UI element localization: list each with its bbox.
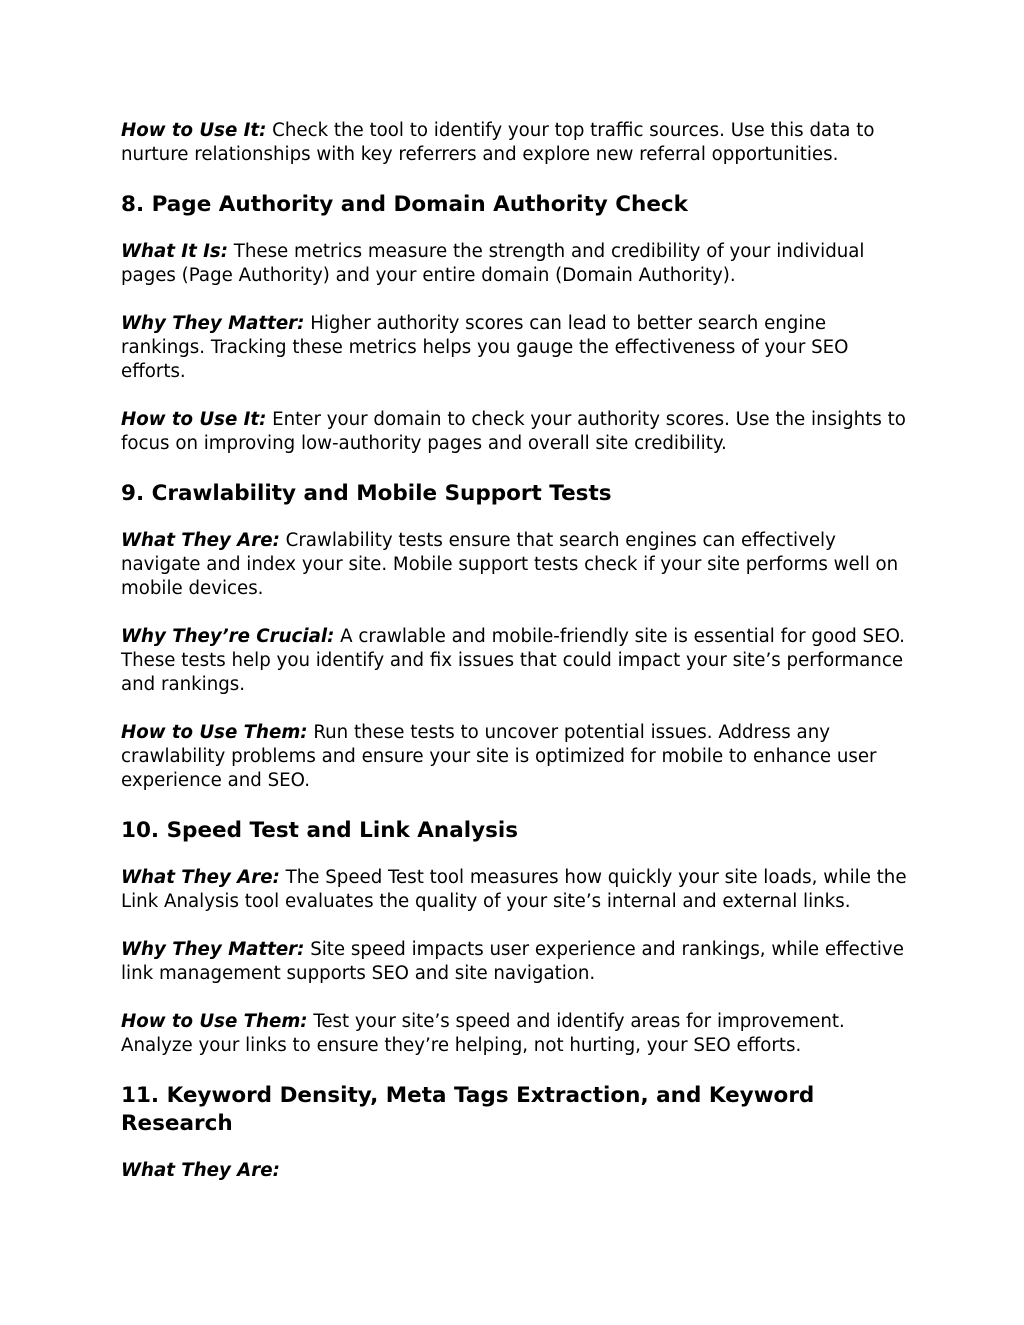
paragraph-lead: How to Use It: bbox=[121, 120, 267, 141]
section-heading-11: 11. Keyword Density, Meta Tags Extraction, and Keyword Research bbox=[121, 1083, 815, 1136]
section-heading-8: 8. Page Authority and Domain Authority Check bbox=[121, 192, 688, 217]
paragraph-what-they-are-speed bbox=[121, 866, 907, 914]
paragraph-how-to-use-crawlability bbox=[121, 721, 907, 793]
section-heading-9: 9. Crawlability and Mobile Support Tests bbox=[121, 481, 612, 506]
paragraph-how-to-use-referrals bbox=[121, 119, 907, 167]
paragraph-text: Check the tool to identify your top traffic sources. Use this data to nurture relationships with key referrers and explore new referral opportunities. bbox=[121, 120, 875, 165]
paragraph-what-they-are-keywords bbox=[121, 1159, 907, 1183]
paragraph-lead: How to Use Them: bbox=[121, 722, 308, 743]
section-heading-10: 10. Speed Test and Link Analysis bbox=[121, 818, 519, 843]
paragraph-what-they-are-crawlability bbox=[121, 529, 907, 601]
paragraph-lead: Why They Matter: bbox=[121, 313, 305, 334]
paragraph-how-to-use-speed bbox=[121, 1010, 907, 1058]
paragraph-lead: What They Are: bbox=[121, 867, 280, 888]
paragraph-lead: What They Are: bbox=[121, 1160, 280, 1181]
paragraph-why-they-matter-authority bbox=[121, 312, 907, 384]
paragraph-text: Higher authority scores can lead to better search engine rankings. Tracking these metrics helps you gauge the effectiveness of your SEO efforts. bbox=[121, 313, 849, 382]
paragraph-why-theyre-crucial bbox=[121, 625, 907, 697]
paragraph-lead: How to Use It: bbox=[121, 409, 267, 430]
paragraph-lead: How to Use Them: bbox=[121, 1011, 308, 1032]
paragraph-text: Run these tests to uncover potential issues. Address any crawlability problems and ensure your site is optimized for mobile to enhance user experience and SEO. bbox=[121, 722, 877, 791]
paragraph-text: The Speed Test tool measures how quickly your site loads, while the Link Analysis tool evaluates the quality of your site’s internal and external links. bbox=[121, 867, 907, 912]
paragraph-how-to-use-authority bbox=[121, 408, 907, 456]
paragraph-what-it-is-authority bbox=[121, 240, 907, 288]
paragraph-text: Enter your domain to check your authority scores. Use the insights to focus on improving low-authority pages and overall site credibility. bbox=[121, 409, 906, 454]
paragraph-lead: Why They’re Crucial: bbox=[121, 626, 335, 647]
paragraph-text: These metrics measure the strength and credibility of your individual pages (Page Authority) and your entire domain (Domain Authority). bbox=[121, 241, 865, 286]
document-content bbox=[121, 119, 907, 1183]
paragraph-lead: What It Is: bbox=[121, 241, 228, 262]
paragraph-text: A crawlable and mobile-friendly site is essential for good SEO. These tests help you identify and fix issues that could impact your site’s performance and rankings. bbox=[121, 626, 905, 695]
paragraph-text: Crawlability tests ensure that search engines can effectively navigate and index your site. Mobile support tests check if your site performs well on mobile devices. bbox=[121, 530, 899, 599]
paragraph-text: Site speed impacts user experience and rankings, while effective link management supports SEO and site navigation. bbox=[121, 939, 904, 984]
paragraph-lead: What They Are: bbox=[121, 530, 280, 551]
paragraph-lead: Why They Matter: bbox=[121, 939, 305, 960]
paragraph-why-they-matter-speed bbox=[121, 938, 907, 986]
paragraph-text: Test your site’s speed and identify areas for improvement. Analyze your links to ensure they’re helping, not hurting, your SEO efforts. bbox=[121, 1011, 845, 1056]
